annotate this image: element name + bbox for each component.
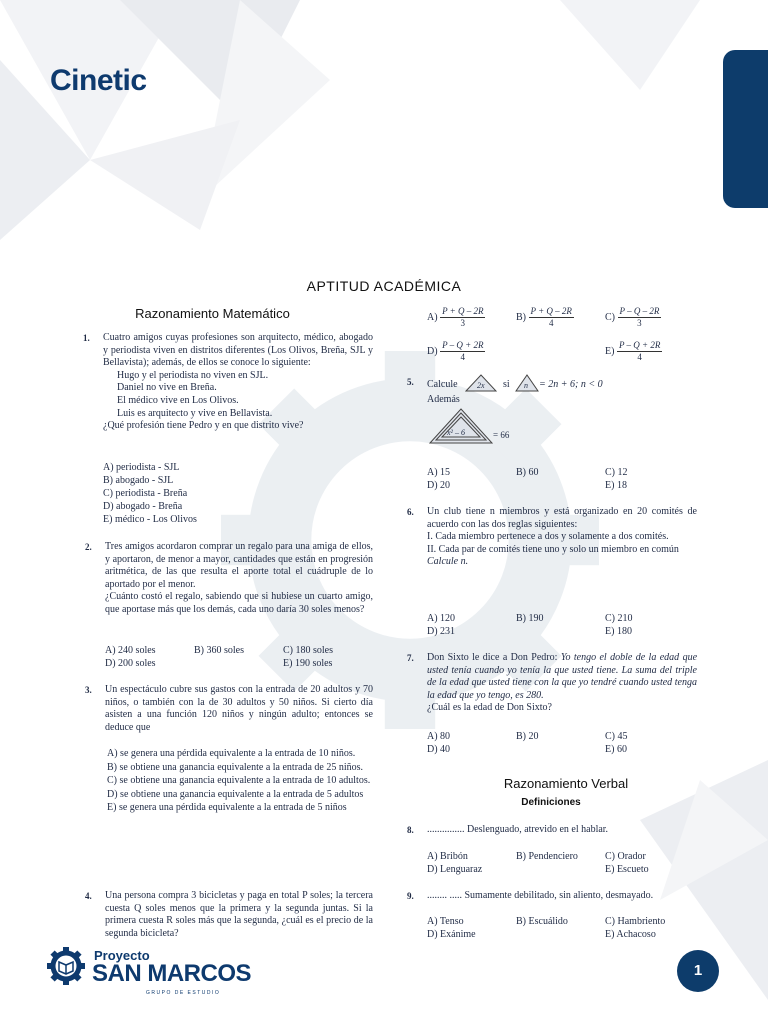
option[interactable]: E) 190 soles (283, 658, 333, 669)
options-q9 (427, 915, 717, 943)
option[interactable]: C) 210 (605, 613, 633, 624)
option[interactable]: E) Achacoso (605, 929, 656, 940)
options-q3 (107, 748, 373, 815)
question-8: 8. ............... Deslenguado, atrevido en el hablar. (407, 824, 609, 835)
options-q4 (427, 306, 717, 370)
options-q6 (427, 612, 717, 640)
footer-tagline: GRUPO DE ESTUDIO (146, 990, 221, 996)
option[interactable]: B) Escuálido (516, 916, 568, 927)
option-e[interactable]: E) $\frac{P - Q + 2R}{4}$ (605, 340, 661, 362)
section-heading-math: Razonamiento Matemático (135, 306, 290, 321)
option-c[interactable]: C) $\frac{P - Q - 2R}{3}$ (605, 306, 660, 328)
option[interactable]: C) periodista - Breña (103, 488, 188, 499)
option[interactable]: B) Pendenciero (516, 851, 578, 862)
question-1: 1. Cuatro amigos cuyas profesiones son arquitecto, médico, abogado y periodista viven en distritos diferentes (Los Olivos, Breña, SJL y Bellavista); además, de ellos se conoce lo siguiente: Hugo y el periodista no viven en SJL. Daniel no vive en Breña. El médico vive en Los Olivos. Luis es arquitecto y vive en Bellavista. ¿Qué profesión tiene Pedro y en que distrito vive? (83, 332, 373, 432)
side-tab (723, 50, 768, 208)
question-4: 4. Una persona compra 3 bicicletas y paga en total P soles; la tercera cuesta Q soles menos que la primera y la segunda juntas. Si la primera cuesta R soles más que la segunda, ¿cuál es el precio de la segunda bicicleta? (85, 890, 373, 939)
option[interactable]: A) 15 (427, 467, 451, 478)
options-q8 (427, 850, 717, 878)
footer-small-text: Proyecto (94, 948, 150, 963)
option[interactable]: A) 240 soles (105, 645, 156, 656)
option[interactable]: C) Hambriento (605, 916, 666, 927)
options-q7 (427, 730, 717, 758)
option[interactable]: D) Lenguaraz (427, 864, 483, 875)
option[interactable]: D) se obtiene una ganancia equivalente a la entrada de 5 adultos (107, 788, 364, 800)
option[interactable]: D) abogado - Breña (103, 501, 183, 512)
option[interactable]: B) abogado - SJL (103, 475, 174, 486)
option[interactable]: E) se genera una pérdida equivalente a la entrada de 5 niños (107, 802, 347, 814)
option-d[interactable]: D) $\frac{P - Q + 2R}{4}$ (427, 340, 484, 362)
option[interactable]: D) 200 soles (105, 658, 156, 669)
logo-text: Cinetic (50, 64, 147, 97)
section-heading-verbal: Razonamiento Verbal (503, 776, 629, 791)
options-q2 (105, 644, 373, 672)
option[interactable]: C) 12 (605, 467, 628, 478)
option[interactable]: D) 20 (427, 480, 451, 491)
option[interactable]: C) se obtiene una ganancia equivalente a la entrada de 10 adultos. (107, 775, 371, 787)
options-q5 (427, 466, 717, 494)
option[interactable]: C) 45 (605, 731, 628, 742)
question-2: 2. Tres amigos acordaron comprar un regalo para una amiga de ellos, y aportaron, de menor a mayor, cantidades que están en progresión aritmética, de las que resulta el aporte total el cuádruple de lo aportado por el menor. ¿Cuánto costó el regalo, sabiendo que si hubiese un cuarto amigo, que aportase más que los demás, cada uno daría 30 soles menos? (85, 541, 373, 615)
option[interactable]: E) 180 (605, 626, 632, 637)
option[interactable]: D) Exánime (427, 929, 476, 940)
san-marcos-logo (46, 946, 252, 996)
option[interactable]: B) 20 (516, 731, 539, 742)
options-q1 (103, 461, 373, 531)
option-b[interactable]: B) $\frac{P + Q - 2R}{4}$ (516, 306, 572, 328)
footer-big-text: SAN MARCOS (92, 960, 252, 987)
option[interactable]: B) se obtiene una ganancia equivalente a la entrada de 25 niños. (107, 761, 364, 773)
cinetic-logo (50, 64, 147, 98)
question-text: Cuatro amigos cuyas profesiones son arquitecto, médico, abogado y periodista viven en distritos diferentes (Los Olivos, Breña, SJL y Bellavista); además, de ellos se conoce lo siguiente: (103, 332, 373, 369)
question-5: 5. Calcule 2x si n = 2n + 6; n < 0 Además x² – 6 = 66 (427, 376, 717, 456)
page-number: 1 (677, 950, 719, 992)
question-7: 7. Don Sixto le dice a Don Pedro: Yo tengo el doble de la edad que usted tenía cuando yo tenía la que usted tiene. La suma del triple de la edad que usted tiene con la que yo tendré cuando usted tenga la edad que yo tengo, es 280. ¿Cuál es la edad de Don Sixto? (407, 652, 698, 714)
option-a[interactable]: A) $\frac{P + Q - 2R}{3}$ (427, 306, 484, 328)
question-3: 3. Un espectáculo cubre sus gastos con la entrada de 20 adultos y 70 niños, o también con la de 30 adultos y 50 niños. Si cierto día asisten a una función 120 niños y ningún adulto; entonces se deduce que (85, 684, 373, 733)
question-6: 6. Un club tiene n miembros y está organizado en 20 comités de acuerdo con las dos reglas siguientes: I. Cada miembro pertenece a dos y solamente a dos comités. II. Cada par de comités tiene uno y solo un miembro en común Calcule n. (407, 506, 697, 568)
option[interactable]: E) 18 (605, 480, 627, 491)
option[interactable]: E) 60 (605, 744, 627, 755)
question-9: 9. ........ ..... Sumamente debilitado, sin aliento, desmayado. (407, 890, 654, 901)
page-title: APTITUD ACADÉMICA (306, 278, 462, 294)
option[interactable]: A) Bribón (427, 851, 468, 862)
subsection-heading: Definiciones (521, 797, 581, 808)
option[interactable]: E) Escueto (605, 864, 649, 875)
option[interactable]: E) médico - Los Olivos (103, 514, 197, 525)
option[interactable]: A) se genera una pérdida equivalente a la entrada de 10 niños. (107, 748, 356, 759)
option[interactable]: A) periodista - SJL (103, 462, 180, 473)
option[interactable]: C) 180 soles (283, 645, 333, 656)
option[interactable]: B) 60 (516, 467, 539, 478)
option[interactable]: C) Orador (605, 851, 646, 862)
option[interactable]: A) Tenso (427, 916, 464, 927)
option[interactable]: A) 120 (427, 613, 456, 624)
option[interactable]: D) 40 (427, 744, 451, 755)
option[interactable]: A) 80 (427, 731, 451, 742)
option[interactable]: B) 190 (516, 613, 544, 624)
option[interactable]: D) 231 (427, 626, 456, 637)
option[interactable]: B) 360 soles (194, 645, 244, 656)
gear-book-icon (46, 946, 86, 986)
